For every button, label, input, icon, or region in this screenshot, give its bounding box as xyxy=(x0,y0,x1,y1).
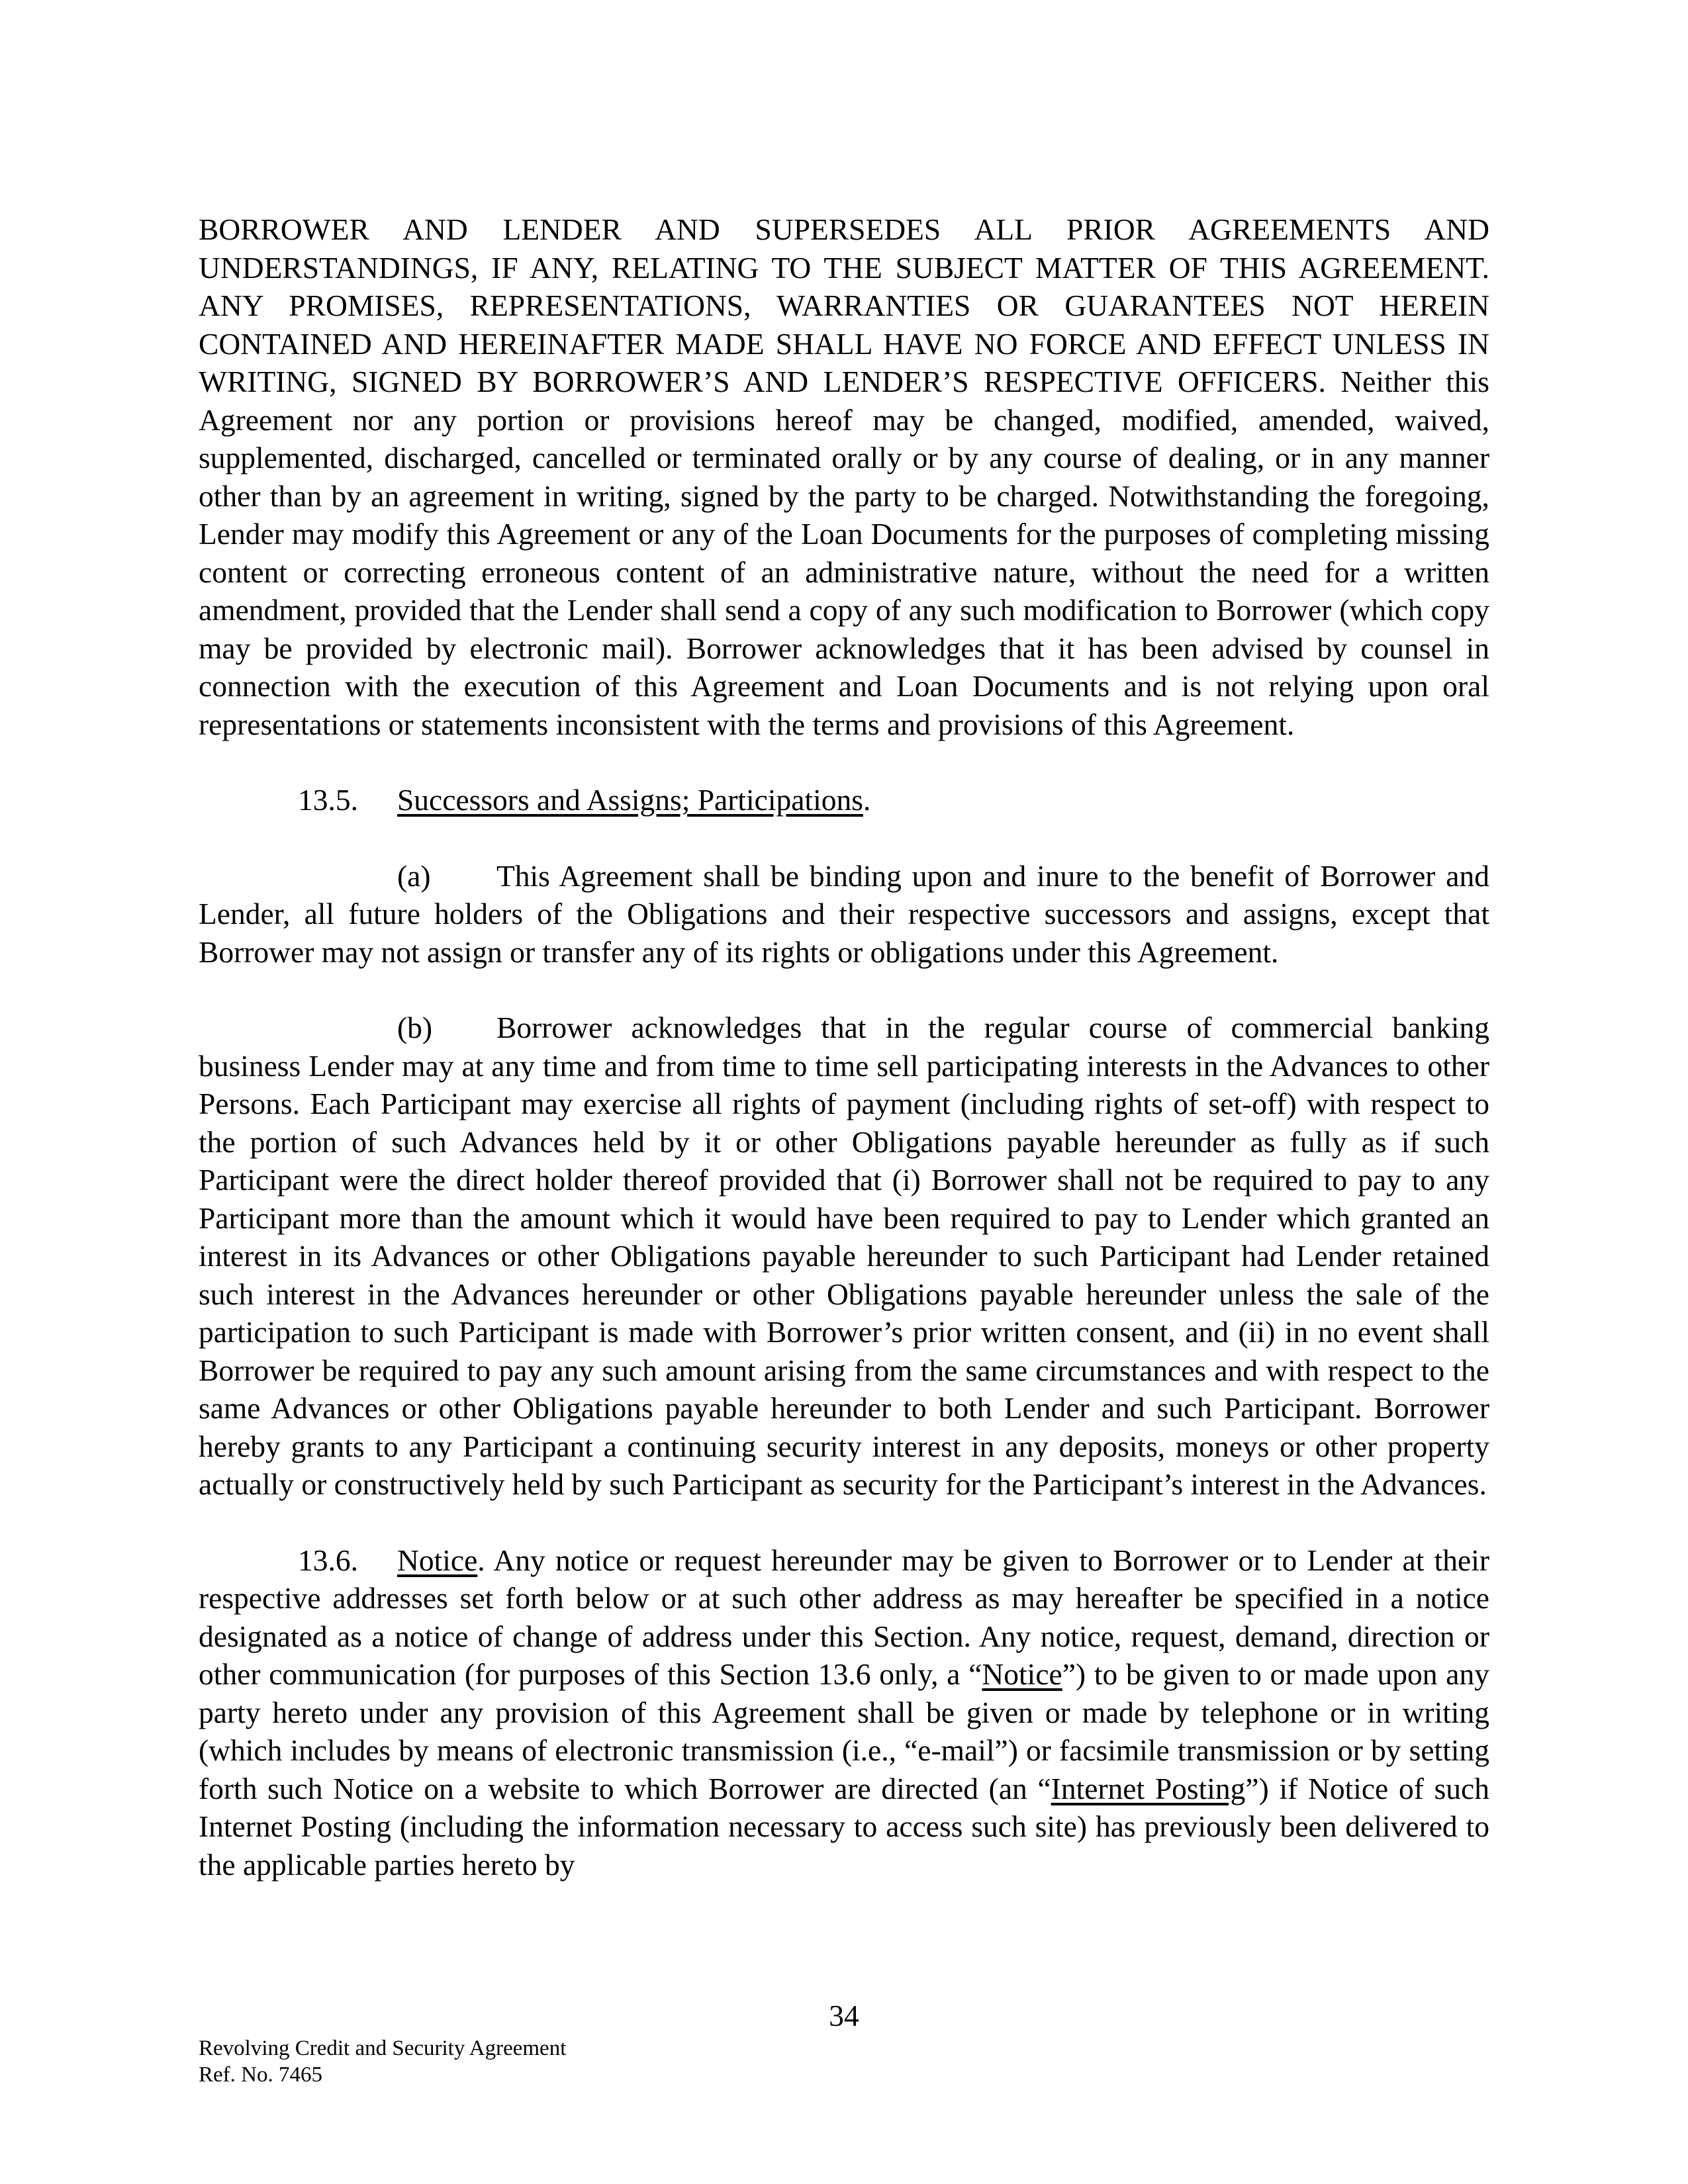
clause-text: Borrower acknowledges that in the regular course of commercial banking business Lender may at any time and from time to time sell participating interests in the Advances to other Persons. Each Participant may exercise all rights of payment (including rights of set-off) with respect to the portion of such Advances held by it or other Obligations payable hereunder as fully as if such Participant were the direct holder thereof provided that (i) Borrower shall not be required to pay to any Participant more than the amount which it would have been required to pay to Lender which granted an interest in its Advances or other Obligations payable hereunder to such Participant had Lender retained such interest in the Advances hereunder or other Obligations payable hereunder unless the sale of the participation to such Participant is made with Borrower’s prior written consent, and (ii) in no event shall Borrower be required to pay any such amount arising from the same circumstances and with respect to the same Advances or other Obligations payable hereunder to both Lender and such Participant. Borrower hereby grants to any Participant a continuing security interest in any deposits, moneys or other property actually or constructively held by such Participant as security for the Participant’s interest in the Advances. xyxy=(199,1011,1489,1501)
section-text: ”) if Notice of such Internet Posting (including the information necessary to access such site) has previously been delivered to the applicable parties hereto by xyxy=(199,1771,1489,1882)
section-13-5-a xyxy=(199,857,1489,972)
clause-text: This Agreement shall be binding upon and inure to the benefit of Borrower and Lender, all future holders of the Obligations and their respective successors and assigns, except that Borrower may not assign or transfer any of its rights or obligations under this Agreement. xyxy=(199,858,1489,969)
document-body xyxy=(199,210,1489,1884)
spacer xyxy=(199,1504,1489,1541)
defined-term-notice: Notice xyxy=(982,1657,1062,1691)
section-13-5-heading xyxy=(199,781,1489,819)
footer-ref: Ref. No. 7465 xyxy=(199,2063,322,2087)
footer xyxy=(199,2035,566,2088)
spacer xyxy=(199,819,1489,857)
spacer xyxy=(199,743,1489,781)
section-number: 13.6. xyxy=(298,1543,358,1577)
section-title-period: . xyxy=(863,783,871,817)
paragraph-integration-clause xyxy=(199,210,1489,743)
section-title: Notice xyxy=(397,1543,478,1577)
page-number: 34 xyxy=(829,1999,859,2032)
section-13-6 xyxy=(199,1541,1489,1884)
section-number: 13.5. xyxy=(298,783,358,817)
footer-title: Revolving Credit and Security Agreement xyxy=(199,2036,567,2060)
spacer xyxy=(199,971,1489,1009)
body-text: Neither this Agreement nor any portion or provisions hereof may be changed, modified, amended, waived, supplemented, discharged, cancelled or terminated orally or by any course of dealing, or in any manner other than by an agreement in writing, signed by the party to be charged. Notwithstanding the foregoing, Lender may modify this Agreement or any of the Loan Documents for the purposes of completing missing content or correcting erroneous content of an administrative nature, without the need for a written amendment, provided that the Lender shall send a copy of any such modification to Borrower (which copy may be provided by electronic mail). Borrower acknowledges that it has been advised by counsel in connection with the execution of this Agreement and Loan Documents and is not relying upon oral representations or statements inconsistent with the terms and provisions of this Agreement. xyxy=(199,365,1489,741)
section-13-5-b xyxy=(199,1009,1489,1504)
caps-text: BORROWER AND LENDER AND SUPERSEDES ALL PRIOR AGREEMENTS AND UNDERSTANDINGS, IF ANY, RELATING TO THE SUBJECT MATTER OF THIS AGREEMENT. ANY PROMISES, REPRESENTATIONS, WARRANTIES OR GUARANTEES NOT HEREIN CONTAINED AND HEREINAFTER MADE SHALL HAVE NO FORCE AND EFFECT UNLESS IN WRITING, SIGNED BY BORROWER’S AND LENDER’S RESPECTIVE OFFICERS. xyxy=(199,212,1489,398)
defined-term-internet-posting: Internet Posting xyxy=(1051,1771,1246,1805)
section-text: ”) to be given to or made upon any party hereto under any provision of this Agreement shall be given or made by telephone or in writing (which includes by means of electronic transmission (i.e., “e-mail”) or facsimile transmission or by setting forth such Notice on a website to which Borrower are directed (an “ xyxy=(199,1657,1489,1805)
clause-label: (a) xyxy=(397,858,431,893)
clause-label: (b) xyxy=(397,1011,433,1044)
section-text: . Any notice or request hereunder may be given to Borrower or to Lender at their respective addresses set forth below or at such other address as may hereafter be specified in a notice designated as a notice of change of address under this Section. Any notice, request, demand, direction or other communication (for purposes of this Section 13.6 only, a “ xyxy=(199,1543,1489,1691)
section-title: Successors and Assigns; Participations xyxy=(397,783,863,817)
